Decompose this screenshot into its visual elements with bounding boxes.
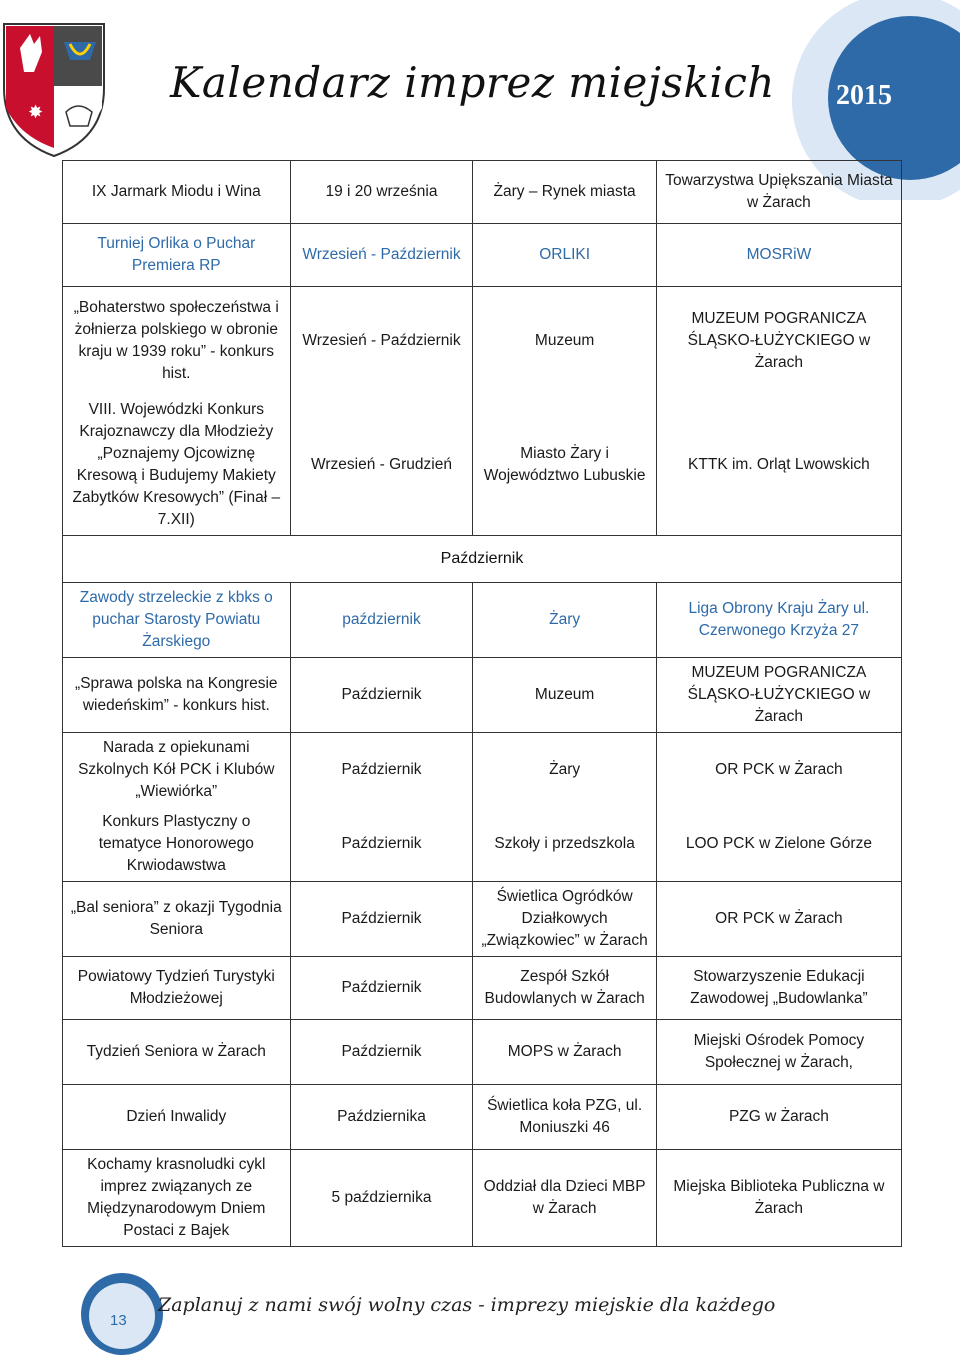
organizer-cell: OR PCK w Żarach: [656, 882, 901, 957]
date-cell: Wrzesień - Październik: [290, 224, 473, 287]
month-header-row: [63, 536, 902, 583]
place-cell: Żary – Rynek miasta: [473, 161, 656, 224]
month-header: Październik: [63, 536, 902, 583]
svg-text:✸: ✸: [28, 102, 44, 123]
table-row: [63, 882, 902, 957]
place-cell: MOPS w Żarach: [473, 1020, 656, 1085]
year-label: 2015: [836, 80, 892, 111]
event-cell: „Sprawa polska na Kongresie wiedeńskim” - konkurs hist.: [63, 658, 291, 733]
date-cell: Październik: [290, 1020, 473, 1085]
event-cell: Dzień Inwalidy: [63, 1085, 291, 1150]
date-cell: 5 października: [290, 1150, 473, 1247]
city-crest-logo: [0, 18, 108, 158]
date-cell: Październik: [290, 957, 473, 1020]
event-cell: „Bal seniora” z okazji Tygodnia Seniora: [63, 882, 291, 957]
place-cell: Żary: [473, 733, 656, 808]
date-cell: Październik: [290, 658, 473, 733]
organizer-cell: LOO PCK w Zielone Górze: [656, 807, 901, 882]
footer-slogan: Zaplanuj z nami swój wolny czas - imprezy miejskie dla każdego: [158, 1294, 776, 1316]
page-title: Kalendarz imprez miejskich: [170, 58, 775, 107]
events-table: [62, 160, 902, 1247]
place-cell: Świetlica koła PZG, ul. Moniuszki 46: [473, 1085, 656, 1150]
organizer-cell: MUZEUM POGRANICZA ŚLĄSKO-ŁUŻYCKIEGO w Żarach: [656, 287, 901, 396]
organizer-cell: MOSRiW: [656, 224, 901, 287]
place-cell: ORLIKI: [473, 224, 656, 287]
table-row: [63, 287, 902, 396]
table-row: [63, 1020, 902, 1085]
organizer-cell: Liga Obrony Kraju Żary ul. Czerwonego Krzyża 27: [656, 583, 901, 658]
table-row: [63, 161, 902, 224]
table-row: [63, 1150, 902, 1247]
page-number: 13: [110, 1312, 127, 1329]
table-row: [63, 583, 902, 658]
event-cell: Kochamy krasnoludki cykl imprez związanych ze Międzynarodowym Dniem Postaci z Bajek: [63, 1150, 291, 1247]
place-cell: Zespół Szkół Budowlanych w Żarach: [473, 957, 656, 1020]
event-cell: Zawody strzeleckie z kbks o puchar Starosty Powiatu Żarskiego: [63, 583, 291, 658]
place-cell: Muzeum: [473, 658, 656, 733]
event-cell: „Bohaterstwo społeczeństwa i żołnierza polskiego w obronie kraju w 1939 roku” - konkurs hist.: [63, 287, 291, 396]
place-cell: Muzeum: [473, 287, 656, 396]
organizer-cell: Miejska Biblioteka Publiczna w Żarach: [656, 1150, 901, 1247]
event-cell: Powiatowy Tydzień Turystyki Młodzieżowej: [63, 957, 291, 1020]
organizer-cell: MUZEUM POGRANICZA ŚLĄSKO-ŁUŻYCKIEGO w Żarach: [656, 658, 901, 733]
organizer-cell: OR PCK w Żarach: [656, 733, 901, 808]
organizer-cell: Miejski Ośrodek Pomocy Społecznej w Żarach,: [656, 1020, 901, 1085]
place-cell: Żary: [473, 583, 656, 658]
place-cell: Szkoły i przedszkola: [473, 807, 656, 882]
date-cell: 19 i 20 września: [290, 161, 473, 224]
place-cell: Oddział dla Dzieci MBP w Żarach: [473, 1150, 656, 1247]
event-cell: Turniej Orlika o Puchar Premiera RP: [63, 224, 291, 287]
date-cell: Październik: [290, 733, 473, 808]
date-cell: Październik: [290, 882, 473, 957]
organizer-cell: PZG w Żarach: [656, 1085, 901, 1150]
table-row: [63, 224, 902, 287]
date-cell: Wrzesień - Październik: [290, 287, 473, 396]
table-row: [63, 733, 902, 808]
table-row: [63, 807, 902, 882]
table-row: [63, 1085, 902, 1150]
place-cell: Świetlica Ogródków Działkowych „Związkowiec” w Żarach: [473, 882, 656, 957]
date-cell: Październik: [290, 807, 473, 882]
organizer-cell: Stowarzyszenie Edukacji Zawodowej „Budowlanka”: [656, 957, 901, 1020]
event-cell: Konkurs Plastyczny o tematyce Honorowego Krwiodawstwa: [63, 807, 291, 882]
place-cell: Miasto Żary i Województwo Lubuskie: [473, 395, 656, 536]
date-cell: Wrzesień - Grudzień: [290, 395, 473, 536]
event-cell: Tydzień Seniora w Żarach: [63, 1020, 291, 1085]
organizer-cell: Towarzystwa Upiększania Miasta w Żarach: [656, 161, 901, 224]
event-cell: VIII. Wojewódzki Konkurs Krajoznawczy dla Młodzieży „Poznajemy Ojcowiznę Kresową i Budujemy Makiety Zabytków Kresowych” (Finał – 7.XII): [63, 395, 291, 536]
table-row: [63, 957, 902, 1020]
organizer-cell: KTTK im. Orląt Lwowskich: [656, 395, 901, 536]
date-cell: Października: [290, 1085, 473, 1150]
date-cell: październik: [290, 583, 473, 658]
table-row: [63, 395, 902, 536]
event-cell: IX Jarmark Miodu i Wina: [63, 161, 291, 224]
table-row: [63, 658, 902, 733]
event-cell: Narada z opiekunami Szkolnych Kół PCK i Klubów „Wiewiórka”: [63, 733, 291, 808]
